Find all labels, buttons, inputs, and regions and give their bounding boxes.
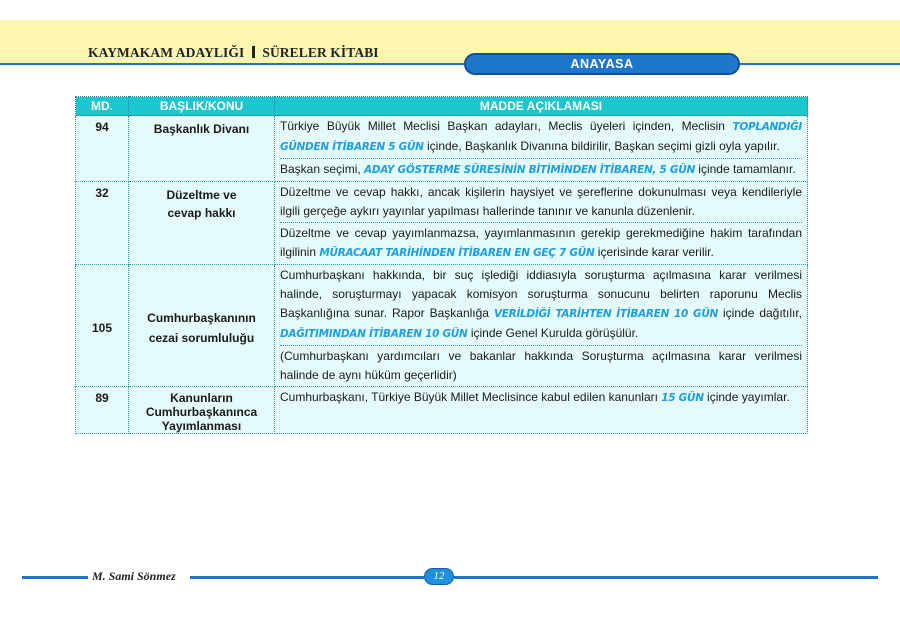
header-left-title: KAYMAKAM ADAYLIĞI	[88, 45, 245, 60]
article-description	[275, 182, 808, 265]
article-topic: Başkanlık Divanı	[129, 116, 275, 182]
description-paragraph: (Cumhurbaşkanı yardımcıları ve bakanlar hakkında Soruşturma açılmasına karar verilmesi halinde de aynı hüküm geçerlidir)	[280, 345, 802, 386]
column-header-md: MD.	[76, 97, 129, 116]
article-number: 89	[76, 387, 129, 434]
article-number: 105	[76, 265, 129, 387]
article-description	[275, 387, 808, 434]
deadline-highlight: MÜRACAAT TARİHİNDEN İTİBAREN EN GEÇ 7 GÜN	[319, 247, 595, 259]
deadline-highlight: ADAY GÖSTERME SÜRESİNİN BİTİMİNDEN İTİBAREN, 5 GÜN	[364, 164, 695, 176]
description-paragraph: Düzeltme ve cevap yayımlanmazsa, yayımlanmasının gerekip gerekmediğine hakim tarafından ilgilinin MÜRACAAT TARİHİNDEN İTİBAREN EN GEÇ 7 GÜN içerisinde karar verilir.	[280, 222, 802, 264]
description-paragraph: Cumhurbaşkanı hakkında, bir suç işlediği iddiasıyla soruşturma açılmasına karar verilmesi halinde, soruşturmayı yapacak komisyon soruşturma sonucunu belirten raporunu Meclis Başkanlığına sunar. Rapor Başkanlığa VERİLDİĞİ TARİHTEN İTİBAREN 10 GÜN içinde dağıtılır, DAĞITIMINDAN İTİBAREN 10 GÜN içinde Genel Kurulda görüşülür.	[280, 268, 803, 340]
footer-rule-middle	[190, 576, 424, 579]
description-paragraph: Başkan seçimi, ADAY GÖSTERME SÜRESİNİN BİTİMİNDEN İTİBAREN, 5 GÜN içinde tamamlanır.	[280, 158, 802, 181]
content-table	[75, 96, 808, 434]
header-rule-left	[0, 63, 464, 65]
header-separator	[252, 46, 255, 58]
deadline-highlight: DAĞITIMINDAN İTİBAREN 10 GÜN	[280, 328, 468, 340]
header-rule-right	[740, 63, 900, 65]
article-topic: Cumhurbaşkanının cezai sorumluluğu	[129, 265, 275, 387]
article-number: 32	[76, 182, 129, 265]
table-row	[76, 116, 808, 182]
table-row	[76, 265, 808, 387]
description-paragraph: Cumhurbaşkanı, Türkiye Büyük Millet Meclisince kabul edilen kanunları 15 GÜN içinde yayımlar.	[280, 390, 790, 404]
article-topic: Kanunların Cumhurbaşkanınca Yayımlanması	[129, 387, 275, 434]
footer-author: M. Sami Sönmez	[92, 569, 176, 583]
section-badge: ANAYASA	[464, 53, 740, 75]
header-title	[88, 45, 379, 61]
table-row	[76, 387, 808, 434]
page-number: 12	[424, 568, 454, 585]
description-paragraph: Türkiye Büyük Millet Meclisi Başkan adayları, Meclis üyeleri içinden, Meclisin TOPLANDIĞI GÜNDEN İTİBAREN 5 GÜN içinde, Başkanlık Divanına bildirilir, Başkan seçimi gizli oyla yapılır.	[280, 119, 802, 153]
header-right-title: SÜRELER KİTABI	[262, 45, 379, 60]
article-topic: Düzeltme ve cevap hakkı	[129, 182, 275, 265]
deadline-highlight: TOPLANDIĞI GÜNDEN İTİBAREN 5 GÜN	[280, 121, 802, 153]
deadline-highlight: 15 GÜN	[661, 392, 704, 404]
deadline-highlight: VERİLDİĞİ TARİHTEN İTİBAREN 10 GÜN	[493, 308, 719, 320]
article-number: 94	[76, 116, 129, 182]
table-header-row	[76, 97, 808, 116]
column-header-description: MADDE AÇIKLAMASI	[275, 97, 808, 116]
table-row	[76, 182, 808, 265]
footer-rule-right	[454, 576, 878, 579]
article-description	[275, 265, 808, 387]
description-paragraph: Düzeltme ve cevap hakkı, ancak kişilerin haysiyet ve şereflerine dokunulması veya kendileriyle ilgili gerçeğe aykırı yayınlar yapılması hallerinde tanınır ve kanunla düzenlenir.	[280, 185, 802, 218]
column-header-topic: BAŞLIK/KONU	[129, 97, 275, 116]
footer-rule-left	[22, 576, 88, 579]
article-description	[275, 116, 808, 182]
